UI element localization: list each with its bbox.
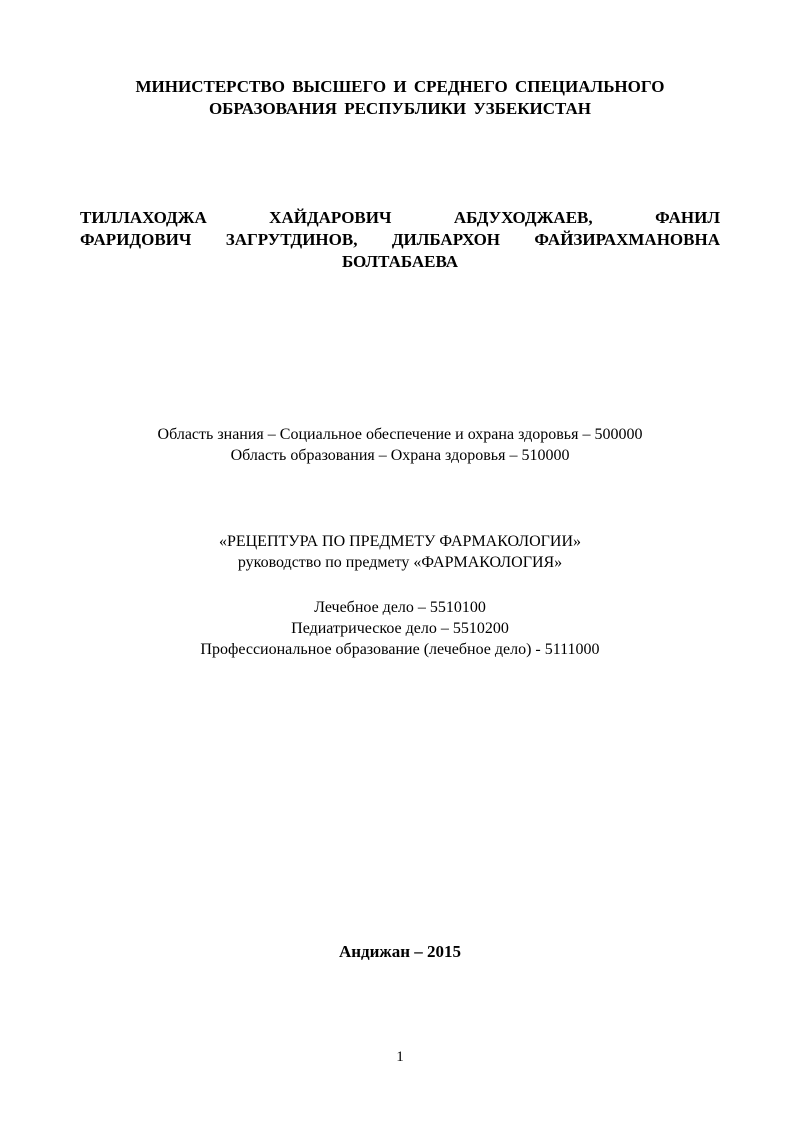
authors-line-2: ФАРИДОВИЧ ЗАГРУТДИНОВ, ДИЛБАРХОН ФАЙЗИРАХМАНОВНА <box>80 230 720 249</box>
specialties-list <box>0 597 800 660</box>
authors-line-3: БОЛТАБАЕВА <box>341 252 459 271</box>
specialty-item: Лечебное дело – 5510100 <box>314 599 486 616</box>
document-title: «РЕЦЕПТУРА ПО ПРЕДМЕТУ ФАРМАКОЛОГИИ» <box>218 533 582 550</box>
page-number: 1 <box>396 1049 404 1065</box>
title-block <box>0 531 800 573</box>
city-year: Андижан – 2015 <box>338 942 462 961</box>
authors-block <box>80 207 720 273</box>
fields-block <box>0 424 800 466</box>
education-area: Область образования – Охрана здоровья – 510000 <box>230 447 570 464</box>
ministry-header <box>0 76 800 120</box>
authors-line-1: ТИЛЛАХОДЖА ХАЙДАРОВИЧ АБДУХОДЖАЕВ, ФАНИЛ <box>80 208 720 227</box>
specialty-item: Педиатрическое дело – 5510200 <box>291 620 509 637</box>
ministry-line-1: МИНИСТЕРСТВО ВЫСШЕГО И СРЕДНЕГО СПЕЦИАЛЬНОГО <box>135 77 665 96</box>
ministry-line-2: ОБРАЗОВАНИЯ РЕСПУБЛИКИ УЗБЕКИСТАН <box>208 99 592 118</box>
document-subtitle: руководство по предмету «ФАРМАКОЛОГИЯ» <box>237 554 563 571</box>
specialty-item: Профессиональное образование (лечебное дело) - 5111000 <box>200 641 600 658</box>
knowledge-area: Область знания – Социальное обеспечение и охрана здоровья – 500000 <box>157 426 643 443</box>
